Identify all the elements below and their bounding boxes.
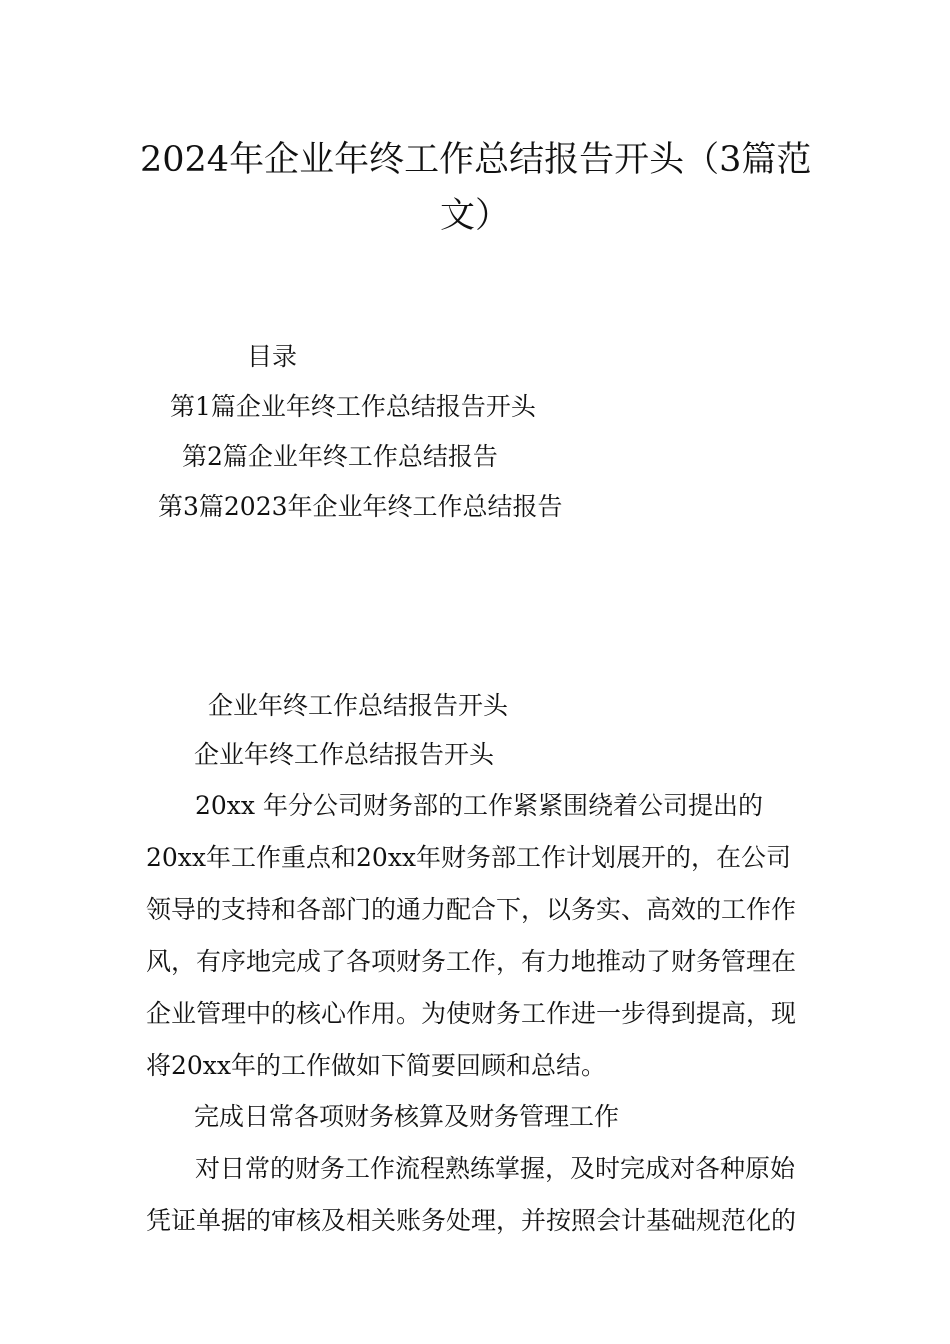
- toc-item-1[interactable]: 第1篇企业年终工作总结报告开头: [170, 392, 536, 421]
- paragraph-line: 20xx 年分公司财务部的工作紧紧围绕着公司提出的: [195, 791, 763, 820]
- title-line-2: 文）: [439, 196, 510, 236]
- paragraph-line: 将20xx年的工作做如下简要回顾和总结。: [146, 1051, 607, 1080]
- document-title: [140, 132, 810, 244]
- toc-heading: 目录: [247, 342, 298, 371]
- toc-item-3[interactable]: 第3篇2023年企业年终工作总结报告: [158, 492, 563, 521]
- paragraph-line: 风，有序地完成了各项财务工作，有力地推动了财务管理在: [146, 947, 797, 976]
- paragraph-line: 企业管理中的核心作用。为使财务工作进一步得到提高，现: [146, 999, 797, 1028]
- toc-item-2[interactable]: 第2篇企业年终工作总结报告: [182, 442, 498, 471]
- paragraph-line: 领导的支持和各部门的通力配合下，以务实、高效的工作作: [146, 895, 797, 924]
- section-subtitle: 企业年终工作总结报告开头: [194, 740, 495, 769]
- subsection-heading: 完成日常各项财务核算及财务管理工作: [194, 1102, 620, 1131]
- title-line-1: 2024年企业年终工作总结报告开头（3篇范: [140, 140, 812, 180]
- paragraph-line: 对日常的财务工作流程熟练掌握，及时完成对各种原始: [195, 1154, 796, 1183]
- section-title: 企业年终工作总结报告开头: [208, 691, 509, 720]
- paragraph-line: 20xx年工作重点和20xx年财务部工作计划展开的，在公司: [146, 843, 792, 872]
- paragraph-line: 凭证单据的审核及相关账务处理，并按照会计基础规范化的: [146, 1206, 797, 1235]
